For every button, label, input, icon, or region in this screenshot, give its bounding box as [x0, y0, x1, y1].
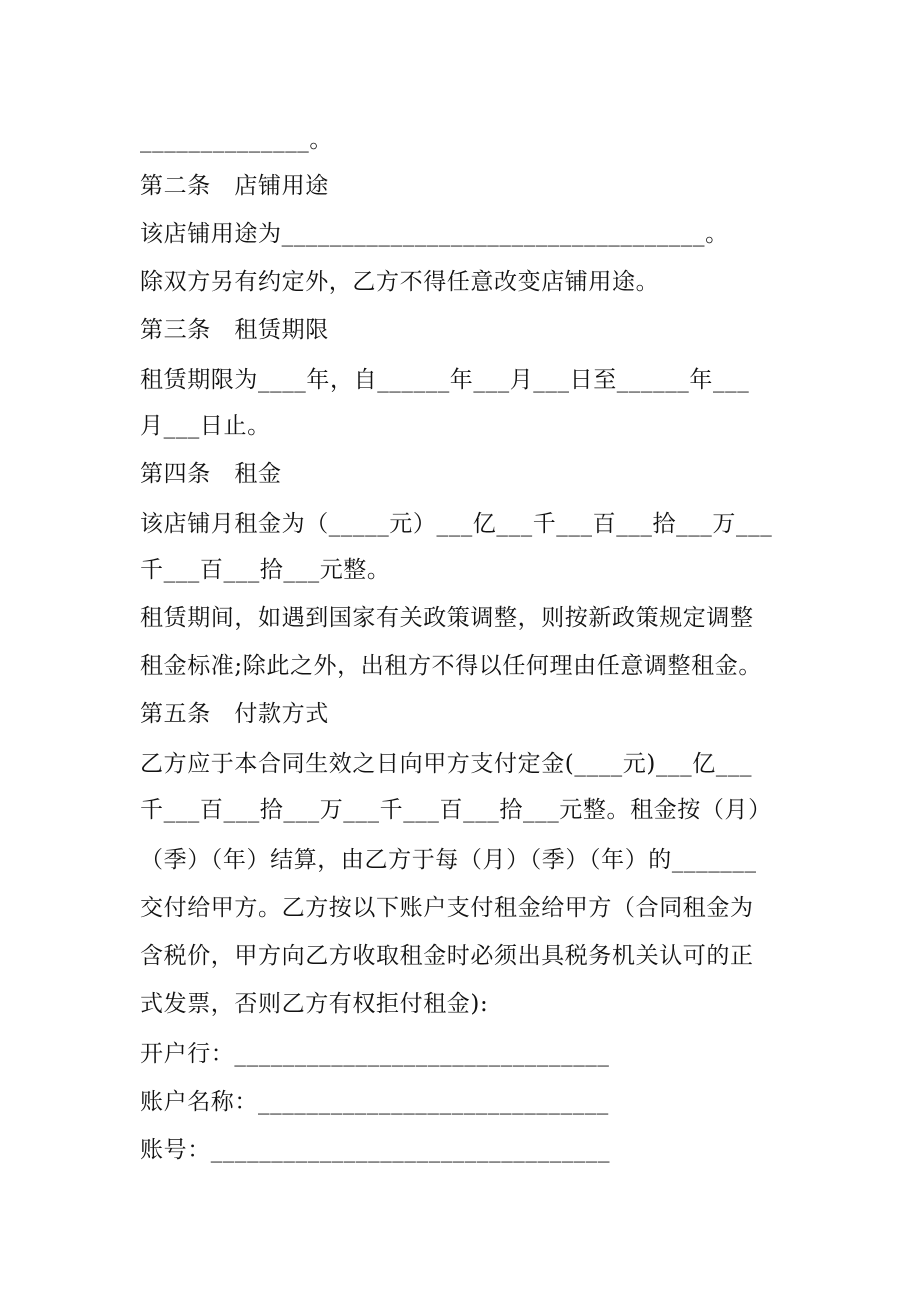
- payment-account-line-1: 交付给甲方。乙方按以下账户支付租金给甲方（合同租金为: [140, 895, 754, 921]
- payment-account-line-2: 含税价，甲方向乙方收取租金时必须出具税务机关认可的正: [140, 943, 754, 969]
- settlement-line: （季）（年）结算，由乙方于每（月）（季）（年）的_______: [140, 847, 757, 873]
- account-number-field: 账号：_________________________________: [140, 1137, 611, 1163]
- article-2-heading: 第二条 店铺用途: [140, 173, 329, 199]
- account-name-field: 账户名称：_____________________________: [140, 1089, 609, 1115]
- bank-field: 开户行：_______________________________: [140, 1041, 610, 1067]
- lease-term-line-1: 租赁期限为____年，自______年___月___日至______年___: [140, 367, 750, 393]
- rent-amount-line-1: 该店铺月租金为（_____元）___亿___千___百___拾___万___: [140, 511, 773, 537]
- deposit-line-1: 乙方应于本合同生效之日向甲方支付定金(____元)___亿___: [140, 751, 753, 777]
- deposit-line-2: 千___百___拾___万___千___百___拾___元整。租金按（月）: [140, 797, 772, 823]
- shop-use-line: 该店铺用途为___________________________________。: [140, 221, 729, 247]
- article-5-heading: 第五条 付款方式: [140, 701, 329, 727]
- rent-adjust-line-1: 租赁期间，如遇到国家有关政策调整，则按新政策规定调整: [140, 605, 754, 631]
- payment-account-line-3: 式发票，否则乙方有权拒付租金):: [140, 991, 489, 1017]
- article-4-heading: 第四条 租金: [140, 461, 282, 487]
- rent-adjust-line-2: 租金标准;除此之外，出租方不得以任何理由任意调整租金。: [140, 653, 762, 679]
- blank-line-end: ______________。: [140, 127, 333, 153]
- article-3-heading: 第三条 租赁期限: [140, 317, 329, 343]
- lease-term-line-2: 月___日止。: [140, 413, 271, 439]
- rent-amount-line-2: 千___百___拾___元整。: [140, 557, 391, 583]
- shop-use-restriction: 除双方另有约定外，乙方不得任意改变店铺用途。: [140, 269, 660, 295]
